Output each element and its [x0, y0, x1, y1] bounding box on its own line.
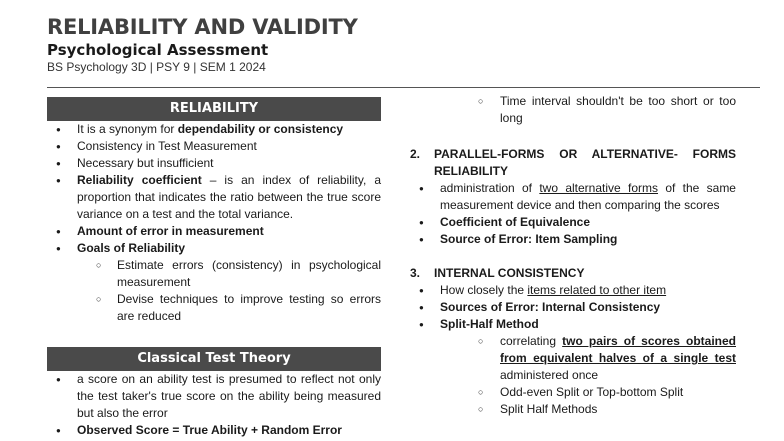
list-item	[410, 316, 736, 333]
section-heading-parallel	[410, 146, 736, 180]
ctt-list	[47, 371, 381, 439]
list-item: ○ Split Half Methods	[410, 401, 736, 418]
item-text: correlating	[500, 334, 563, 348]
list-item	[410, 231, 736, 248]
interval-list	[410, 93, 736, 127]
section-title: PARALLEL-FORMS OR ALTERNATIVE- FORMS RELIABILITY	[434, 147, 736, 178]
course-meta: BS Psychology 3D | PSY 9 | SEM 1 2024	[47, 60, 266, 74]
internal-list	[410, 282, 736, 333]
item-bold: Split-Half Method	[440, 317, 539, 331]
list-item: ○ Time interval shouldn't be too short or too long	[410, 93, 736, 127]
list-item: ● a score on an ability test is presumed to reflect not only the test taker's true score on the ability being measured but also the error	[47, 371, 381, 422]
ctt-banner: Classical Test Theory	[47, 347, 381, 371]
item-bold: Goals of Reliability	[77, 241, 186, 255]
item-text: How closely the	[440, 283, 528, 297]
item-text: administration of	[440, 181, 540, 195]
list-item	[410, 282, 736, 299]
list-item: ● Consistency in Test Measurement	[47, 138, 381, 155]
right-column	[410, 93, 736, 418]
list-item	[47, 223, 381, 240]
item-bold: Coefficient of Equivalence	[440, 215, 591, 229]
section-number: 3.	[410, 266, 421, 280]
list-item	[47, 172, 381, 223]
item-bold: Observed Score = True Ability + Random Error	[77, 423, 342, 437]
item-bold: Reliability coefficient	[77, 173, 202, 187]
list-item	[47, 240, 381, 325]
list-item	[47, 422, 381, 439]
section-title: INTERNAL CONSISTENCY	[434, 266, 585, 280]
item-text: administered once	[500, 368, 599, 382]
section-number: 2.	[410, 147, 421, 161]
list-item: ○ Estimate errors (consistency) in psychological measurement	[47, 257, 381, 291]
section-heading-internal	[410, 265, 736, 282]
item-underlined: two alternative forms	[539, 181, 659, 195]
list-item: ● Necessary but insufficient	[47, 155, 381, 172]
header-divider	[47, 87, 760, 88]
document-subtitle: Psychological Assessment	[47, 41, 269, 59]
list-item	[410, 180, 736, 214]
document-title: RELIABILITY AND VALIDITY	[47, 15, 358, 39]
goals-list	[47, 257, 381, 325]
list-item	[47, 121, 381, 138]
list-item	[410, 333, 736, 384]
item-bold: Source of Error: Item Sampling	[440, 232, 618, 246]
parallel-list	[410, 180, 736, 248]
list-item	[410, 299, 736, 316]
left-column	[47, 97, 381, 439]
item-bold: Sources of Error: Internal Consistency	[440, 300, 661, 314]
item-bold: Amount of error in measurement	[77, 224, 264, 238]
item-underlined: two pairs of scores obtained from equivalent halves of a single test	[500, 334, 736, 365]
list-item: ○ Odd-even Split or Top-bottom Split	[410, 384, 736, 401]
list-item	[410, 214, 736, 231]
reliability-banner: RELIABILITY	[47, 97, 381, 121]
item-bold: dependability or consistency	[177, 122, 344, 136]
item-text: It is a synonym for	[77, 122, 178, 136]
item-text: – is an index of reliability, a proportion that indicates the ratio between the true score variance on a test and the total variance.	[77, 173, 381, 221]
reliability-list	[47, 121, 381, 325]
list-item: ○ Devise techniques to improve testing so errors are reduced	[47, 291, 381, 325]
item-underlined: items related to other item	[527, 283, 667, 297]
item-text: of the same measurement device and then comparing the scores	[440, 181, 736, 212]
split-half-list	[410, 333, 736, 418]
